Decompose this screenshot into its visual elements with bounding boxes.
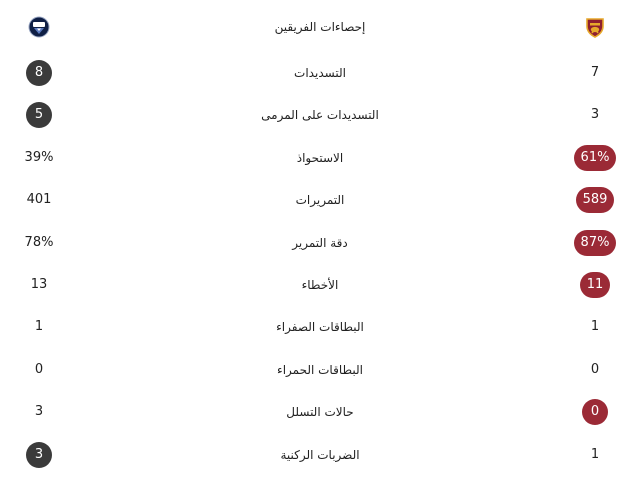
stats-title: إحصاءات الفريقين [274, 20, 366, 34]
home-stat-value-cell [556, 391, 634, 433]
stat-row [0, 264, 640, 306]
home-stat-value: 589 [576, 187, 615, 213]
stat-label-cell [130, 179, 510, 221]
home-stat-value: 3 [590, 107, 600, 123]
stat-label-cell [130, 306, 510, 348]
home-stat-value-cell [556, 349, 634, 391]
stat-row [0, 391, 640, 433]
away-stat-value: 0 [34, 361, 44, 377]
away-stat-value: 13 [30, 277, 48, 292]
away-stat-value-cell [0, 391, 78, 433]
stat-row [0, 222, 640, 264]
away-stat-value: 5 [26, 102, 52, 128]
stat-label-cell [130, 137, 510, 179]
home-stat-value: 1 [590, 319, 600, 335]
home-stat-value-cell [556, 264, 634, 306]
away-stat-value: 78% [24, 234, 54, 250]
as-roma-crest-icon [584, 16, 606, 38]
home-team-crest-cell [556, 6, 634, 48]
home-stat-value-cell [556, 179, 634, 221]
away-stat-value-cell [0, 222, 78, 264]
away-stat-value-cell [0, 179, 78, 221]
stat-row [0, 137, 640, 179]
away-stat-value: 3 [26, 442, 52, 468]
away-stat-value-cell [0, 52, 78, 94]
pisa-crest-icon [28, 16, 50, 38]
home-stat-value-cell [556, 52, 634, 94]
home-stat-value: 87% [574, 230, 617, 256]
stat-label: دقة التمرير [292, 235, 348, 250]
away-stat-value: 39% [24, 149, 54, 165]
away-stat-value: 1 [34, 319, 44, 335]
stat-label: الاستحواذ [296, 150, 344, 165]
stat-label-cell [130, 434, 510, 476]
away-stat-value-cell [0, 349, 78, 391]
stat-label: الضربات الركنية [280, 447, 360, 462]
stats-header-row [0, 6, 640, 48]
stat-label: التمريرات [295, 193, 345, 208]
away-stat-value-cell [0, 264, 78, 306]
away-stat-value-cell [0, 137, 78, 179]
home-stat-value-cell [556, 94, 634, 136]
home-stat-value: 0 [590, 361, 600, 377]
stat-label: حالات التسلل [286, 405, 354, 420]
stat-row [0, 179, 640, 221]
stat-row [0, 434, 640, 476]
stat-label-cell [130, 94, 510, 136]
away-stat-value: 3 [34, 404, 44, 420]
stat-label: الأخطاء [301, 278, 339, 292]
home-stat-value-cell [556, 222, 634, 264]
stat-row [0, 349, 640, 391]
home-stat-value: 11 [580, 272, 611, 298]
away-stat-value: 401 [26, 192, 52, 208]
stat-label-cell [130, 391, 510, 433]
home-stat-value-cell [556, 306, 634, 348]
stat-row [0, 94, 640, 136]
away-stat-value: 8 [26, 60, 52, 86]
stats-title-cell [130, 6, 510, 48]
home-stat-value: 61% [574, 145, 617, 171]
away-stat-value-cell [0, 434, 78, 476]
home-stat-value: 0 [582, 399, 608, 425]
stat-label-cell [130, 52, 510, 94]
home-stat-value: 7 [590, 65, 600, 80]
stat-label-cell [130, 222, 510, 264]
stat-label: البطاقات الحمراء [277, 362, 363, 377]
stat-label-cell [130, 264, 510, 306]
stat-row [0, 52, 640, 94]
stat-label: البطاقات الصفراء [276, 320, 364, 335]
home-stat-value-cell [556, 434, 634, 476]
stat-label-cell [130, 349, 510, 391]
home-stat-value-cell [556, 137, 634, 179]
stat-row [0, 306, 640, 348]
away-stat-value-cell [0, 306, 78, 348]
stat-label: التسديدات [294, 66, 346, 80]
stat-label: التسديدات على المرمى [261, 108, 379, 123]
away-stat-value-cell [0, 94, 78, 136]
away-team-crest-cell [0, 6, 78, 48]
home-stat-value: 1 [590, 446, 600, 462]
